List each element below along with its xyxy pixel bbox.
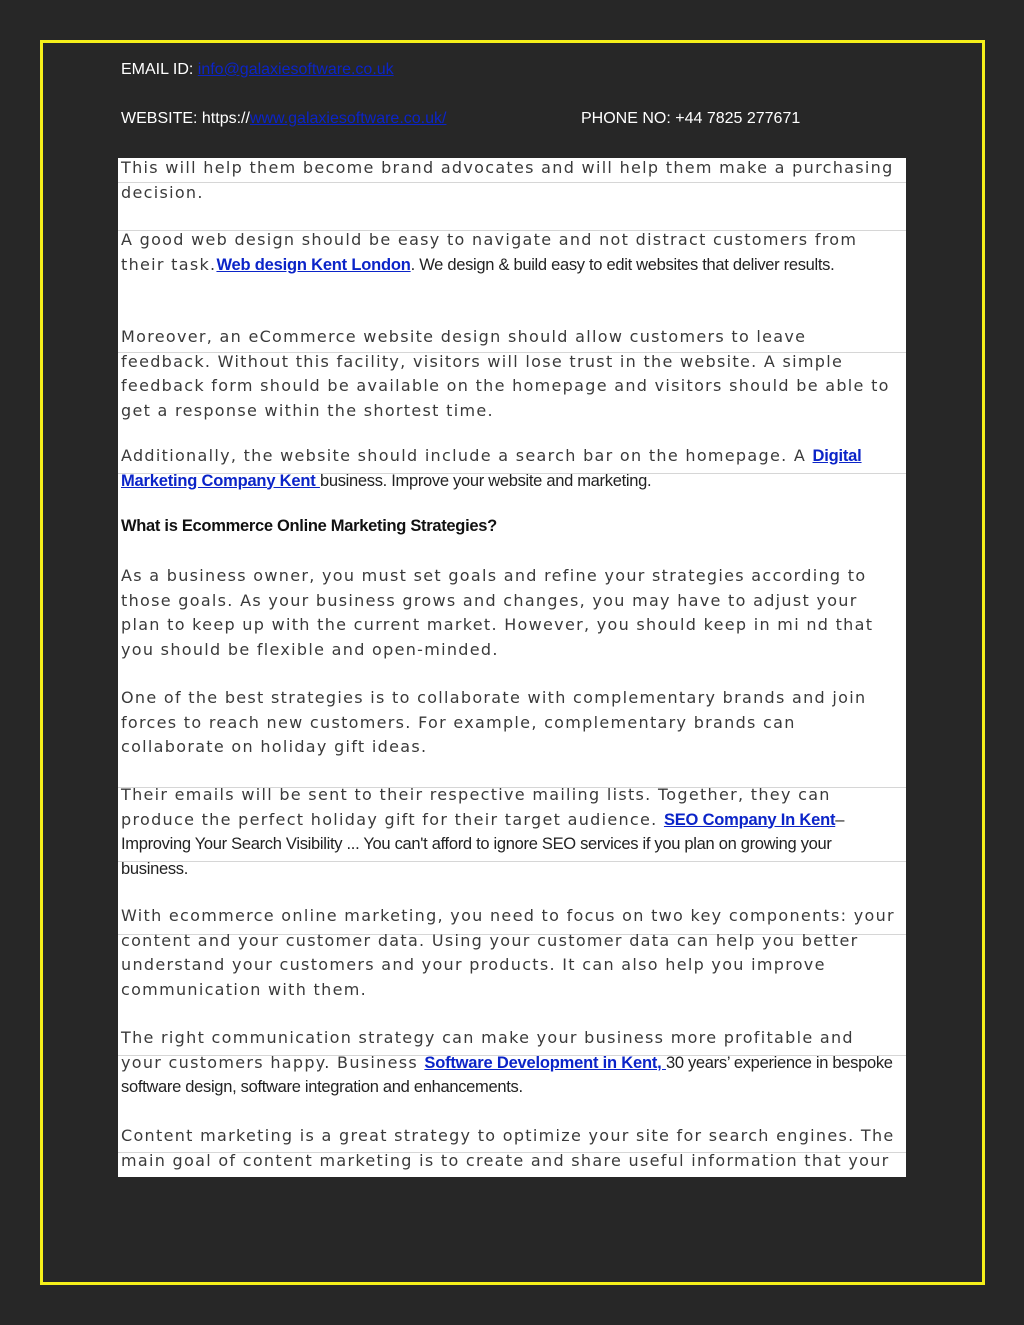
section-heading: What is Ecommerce Online Marketing Strategies? xyxy=(121,517,497,535)
paragraph-5: As a business owner, you must set goals and refine your strategies according to those goals. As your business grows and changes, you may have to adjust your plan to keep up with the current market. However, you should keep in mi nd that you should be flexible and open-minded. xyxy=(121,566,874,659)
document-page xyxy=(118,158,906,1177)
web-design-kent-london-link[interactable]: Web design Kent London xyxy=(216,255,411,274)
website-line xyxy=(121,110,446,128)
email-line xyxy=(121,61,394,79)
paragraph-10: Content marketing is a great strategy to optimize your site for search engines. The main goal of content marketing is to create and share useful information that your xyxy=(121,1126,895,1170)
paragraph-4-tail: business. Improve your website and marketing. xyxy=(319,471,652,490)
phone-label: PHONE NO: xyxy=(581,110,676,127)
paragraph-9-tail: 30 years’ experience in bespoke software design, software integration and enhancements. xyxy=(121,1053,893,1096)
paragraph-4-text: Additionally, the website should include a search bar on the homepage. A xyxy=(121,446,813,465)
paragraph-6: One of the best strategies is to collaborate with complementary brands and join forces to reach new customers. For example, complementary brands can collaborate on holiday gift ideas. xyxy=(121,688,867,756)
software-development-in-kent-link[interactable]: Software Development in Kent, xyxy=(424,1053,666,1072)
paragraph-1: This will help them become brand advocates and will help them make a purchasing decision. xyxy=(121,158,894,202)
paragraph-3: Moreover, an eCommerce website design should allow customers to leave feedback. Without this facility, visitors will lose trust in the website. A simple feedback form should be available on the homepage and visitors should be able to get a response within the shortest time. xyxy=(121,327,890,420)
seo-company-in-kent-link[interactable]: SEO Company In Kent xyxy=(663,810,836,829)
paragraph-2-text: A good web design should be easy to navigate and not distract customers from their task. xyxy=(121,230,858,274)
paragraph-8: With ecommerce online marketing, you need to focus on two key components: your content and your customer data. Using your customer data can help you better understand your customers and your products. It can also help you improve communication with them. xyxy=(121,906,895,999)
email-label: EMAIL ID: xyxy=(121,61,198,78)
digital-marketing-company-kent-link[interactable]: Digital Marketing Company Kent xyxy=(121,447,862,490)
paragraph-9 xyxy=(121,1026,901,1100)
email-link[interactable]: info@galaxiesoftware.co.uk xyxy=(197,61,394,78)
paragraph-7-tail: – Improving Your Search Visibility ... You can't afford to ignore SEO services if you plan on growing your business. xyxy=(121,810,845,878)
paragraph-2-tail: . We design & build easy to edit websites that deliver results. xyxy=(410,255,835,274)
phone-number: +44 7825 277671 xyxy=(675,110,801,127)
phone-line xyxy=(581,110,800,128)
paragraph-4 xyxy=(121,444,901,493)
paragraph-7-text: Their emails will be sent to their respective mailing lists. Together, they can produce the perfect holiday gift for their target audience. xyxy=(121,785,831,829)
paragraph-2 xyxy=(121,228,901,277)
paragraph-9-text: The right communication strategy can make your business more profitable and your customers happy. Business xyxy=(121,1028,854,1072)
website-label: WEBSITE: https:// xyxy=(121,110,250,127)
website-link[interactable]: www.galaxiesoftware.co.uk/ xyxy=(249,110,447,127)
paragraph-7 xyxy=(121,783,901,881)
